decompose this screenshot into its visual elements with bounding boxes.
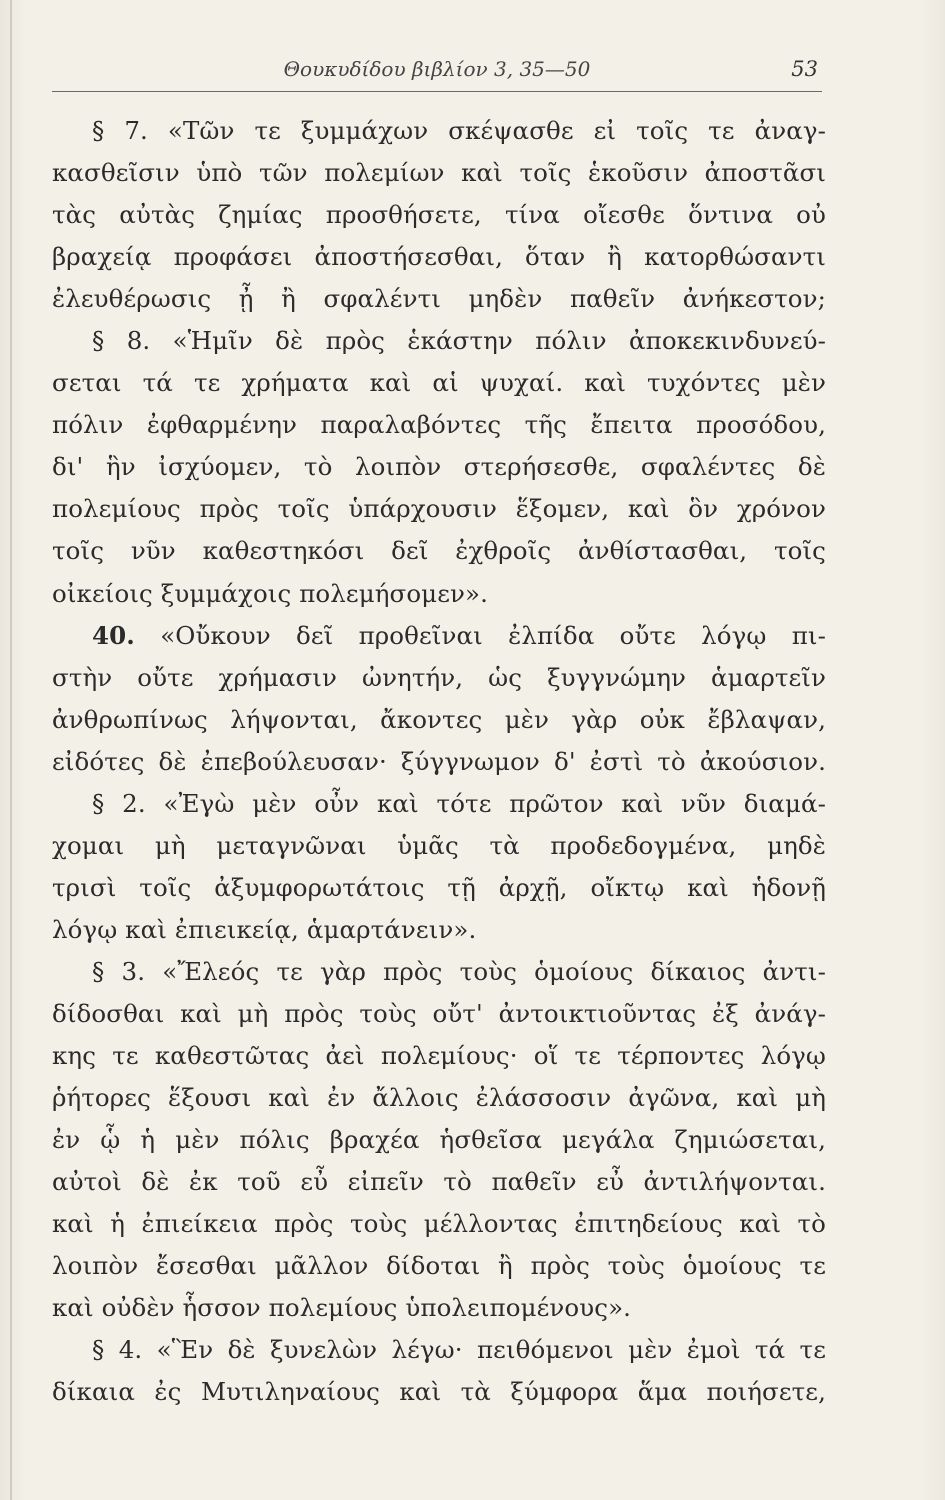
text-line: κης τε καθεστῶτας ἀεὶ πολεμίους· οἵ τε τέρποντες λόγῳ bbox=[52, 1041, 826, 1071]
text-line: κασθεῖσιν ὑπὸ τῶν πολεμίων καὶ τοῖς ἑκοῦσιν ἀποστᾶσι bbox=[52, 158, 826, 188]
text-line: δι' ἣν ἰσχύομεν, τὸ λοιπὸν στερήσεσθε, σφαλέντες δὲ bbox=[52, 452, 826, 482]
page-header bbox=[52, 55, 822, 92]
text-line: δίκαια ἐς Μυτιληναίους καὶ τὰ ξύμφορα ἅμα ποιήσετε, bbox=[52, 1377, 826, 1407]
text-line: τρισὶ τοῖς ἀξυμφορωτάτοις τῇ ἀρχῇ, οἴκτῳ καὶ ἡδονῇ bbox=[52, 872, 826, 902]
text-line: χομαι μὴ μεταγνῶναι ὑμᾶς τὰ προδεδογμένα, μηδὲ bbox=[52, 830, 826, 860]
text-line: λοιπὸν ἔσεσθαι μᾶλλον δίδοται ἢ πρὸς τοὺς ὁμοίους τε bbox=[52, 1251, 826, 1281]
text-line: πολεμίους πρὸς τοῖς ὑπάρχουσιν ἕξομεν, καὶ ὃν χρόνον bbox=[52, 494, 826, 524]
text-line: § 8. «Ἡμῖν δὲ πρὸς ἑκάστην πόλιν ἀποκεκινδυνεύ- bbox=[92, 326, 826, 356]
text-line: καὶ ἡ ἐπιείκεια πρὸς τοὺς μέλλοντας ἐπιτηδείους καὶ τὸ bbox=[52, 1209, 826, 1239]
text-line: στὴν οὔτε χρήμασιν ὠνητήν, ὡς ξυγγνώμην ἁμαρτεῖν bbox=[52, 662, 826, 692]
running-title: Θουκυδίδου βιβλίον 3, 35—50 bbox=[283, 57, 591, 81]
text-line: τὰς αὐτὰς ζημίας προσθήσετε, τίνα οἴεσθε ὅντινα οὐ bbox=[52, 200, 826, 230]
text-line: 40. «Οὔκουν δεῖ προθεῖναι ἐλπίδα οὔτε λόγῳ πι- bbox=[92, 620, 826, 650]
text-line: λόγῳ καὶ ἐπιεικείᾳ, ἁμαρτάνειν». bbox=[52, 914, 477, 944]
text-line: εἰδότες δὲ ἐπεβούλευσαν· ξύγγνωμον δ' ἐστὶ τὸ ἀκούσιον. bbox=[52, 746, 826, 776]
text-line: ἀνθρωπίνως λήψονται, ἄκοντες μὲν γὰρ οὐκ ἔβλαψαν, bbox=[52, 704, 826, 734]
body-text bbox=[52, 110, 826, 1413]
chapter-number: 40. bbox=[92, 620, 135, 650]
text-line: δίδοσθαι καὶ μὴ πρὸς τοὺς οὔτ' ἀντοικτιοῦντας ἐξ ἀνάγ- bbox=[52, 998, 826, 1028]
text-line: § 2. «Ἐγὼ μὲν οὖν καὶ τότε πρῶτον καὶ νῦν διαμά- bbox=[92, 788, 826, 818]
text-line: ἐν ᾧ ἡ μὲν πόλις βραχέα ἡσθεῖσα μεγάλα ζημιώσεται, bbox=[52, 1125, 826, 1155]
text-line: § 3. «Ἔλεός τε γὰρ πρὸς τοὺς ὁμοίους δίκαιος ἀντι- bbox=[92, 956, 826, 986]
text-line: πόλιν ἐφθαρμένην παραλαβόντες τῆς ἔπειτα προσόδου, bbox=[52, 410, 826, 440]
page-gutter-edge bbox=[10, 0, 12, 1500]
text-line: § 4. «Ἓν δὲ ξυνελὼν λέγω· πειθόμενοι μὲν ἐμοὶ τά τε bbox=[92, 1335, 826, 1365]
text-line: ἐλευθέρωσις ᾖ ἢ σφαλέντι μηδὲν παθεῖν ἀνήκεστον; bbox=[52, 284, 826, 314]
text-line: αὐτοὶ δὲ ἐκ τοῦ εὖ εἰπεῖν τὸ παθεῖν εὖ ἀντιλήψονται. bbox=[52, 1167, 826, 1197]
text-line: οἰκείοις ξυμμάχοις πολεμήσομεν». bbox=[52, 578, 488, 608]
text-line: τοῖς νῦν καθεστηκόσι δεῖ ἐχθροῖς ἀνθίστασθαι, τοῖς bbox=[52, 536, 826, 566]
text-line: σεται τά τε χρήματα καὶ αἱ ψυχαί. καὶ τυχόντες μὲν bbox=[52, 368, 826, 398]
text-line: καὶ οὐδὲν ἧσσον πολεμίους ὑπολειπομένους». bbox=[52, 1293, 632, 1323]
text-line: βραχείᾳ προφάσει ἀποστήσεσθαι, ὅταν ἢ κατορθώσαντι bbox=[52, 242, 826, 272]
text-line: ῥήτορες ἕξουσι καὶ ἐν ἄλλοις ἐλάσσοσιν ἀγῶνα, καὶ μὴ bbox=[52, 1083, 826, 1113]
text-line: § 7. «Τῶν τε ξυμμάχων σκέψασθε εἰ τοῖς τε ἀναγ- bbox=[92, 116, 826, 145]
page-number: 53 bbox=[791, 57, 818, 81]
